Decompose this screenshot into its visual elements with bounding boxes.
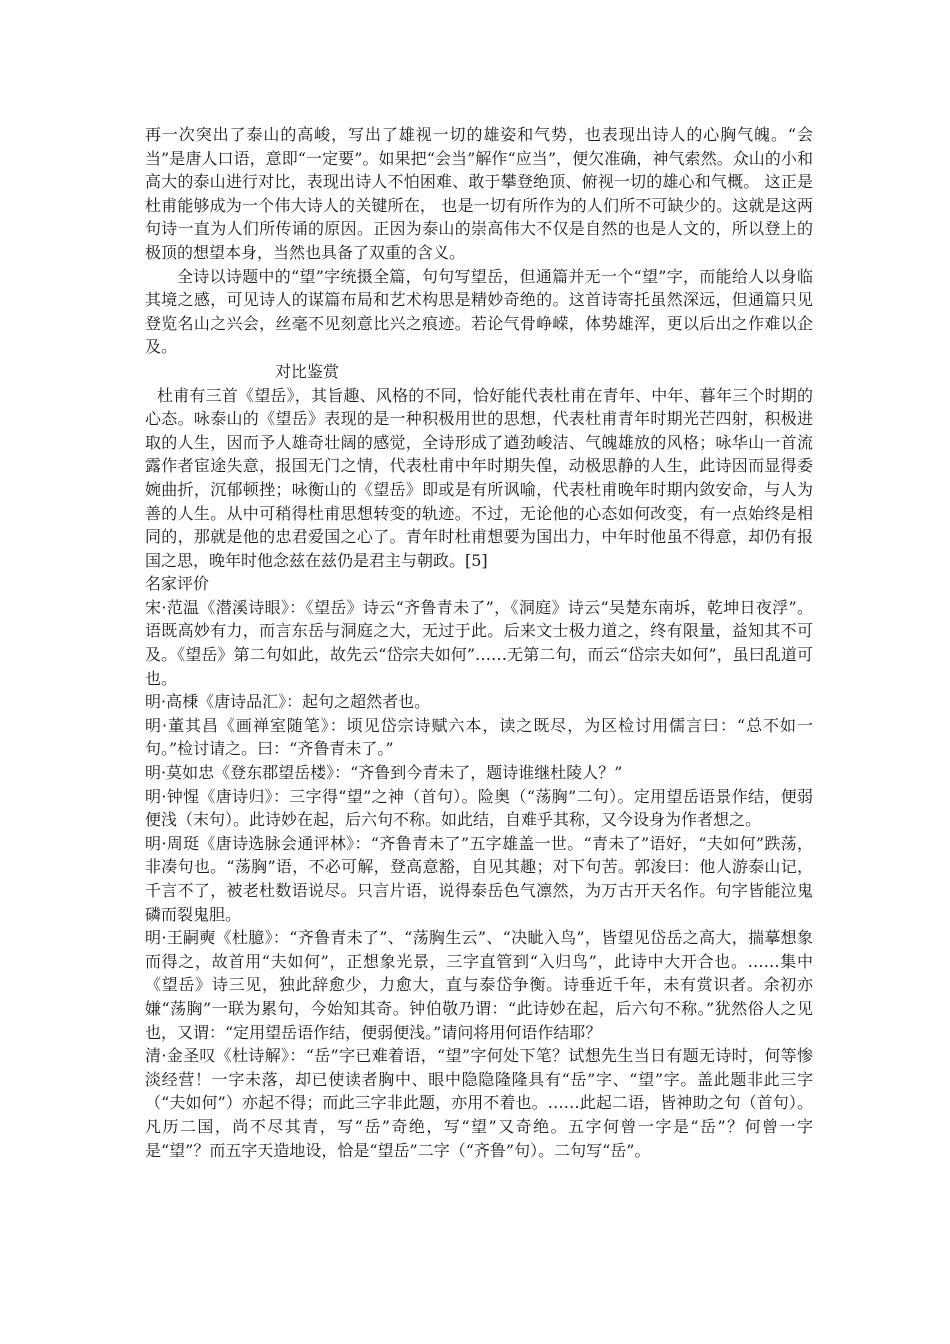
paragraph-overall-comment: 全诗以诗题中的“望”字统摄全篇，句句写望岳，但通篇并无一个“望”字，而能给人以身临其境之感，可见诗人的谋篇布局和艺术构思是精妙奇绝的。这首诗寄托虽然深远，但通篇只见登览名山之兴会，丝毫不见刻意比兴之痕迹。若论气骨峥嵘，体势雄浑，更以后出之作难以企及。 [145, 266, 813, 357]
paragraph-taishan-analysis: 再一次突出了泰山的高峻，写出了雄视一切的雄姿和气势，也表现出诗人的心胸气魄。“会当”是唐人口语，意即“一定要”。如果把“会当”解作“应当”，便欠准确，神气索然。众山的小和高大的泰山进行对比，表现出诗人不怕困难、敢于攀登绝顶、俯视一切的雄心和气概。 这正是杜甫能够成为一个伟大诗人的关键所在， 也是一切有所作为的人们所不可缺少的。这就是这两句诗一直为人们所传诵的原因。正因为泰山的崇高伟大不仅是自然的也是人文的，所以登上的极顶的想望本身，当然也具备了双重的含义。 [145, 125, 813, 262]
paragraph-comparison: 杜甫有三首《望岳》，其旨趣、风格的不同，恰好能代表杜甫在青年、中年、暮年三个时期的心态。咏泰山的《望岳》表现的是一种积极用世的思想，代表杜甫青年时期光芒四射，积极进取的人生，因而予人雄奇壮阔的感觉，全诗形成了遒劲峻洁、气魄雄放的风格；咏华山一首流露作者宦途失意，报国无门之情，代表杜甫中年时期失偟，动极思静的人生，此诗因而显得委婉曲折，沉郁顿挫；咏衡山的《望岳》即或是有所讽喻，代表杜甫晚年时期内敛安命，与人为善的人生。从中可稍得杜甫思想转变的轨迹。不过，无论他的心态如何改变，有一点始终是相同的，那就是他的忠君爱国之心了。青年时杜甫想要为国出力，中年时他虽不得意，却仍有报国之思，晚年时他念兹在兹仍是君主与朝政。[5] [145, 385, 813, 570]
review-gao-bing: 明·高棅《唐诗品汇》：起句之超然者也。 [145, 692, 431, 712]
review-wang-sishi: 明·王嗣奭《杜臆》：“齐鲁青未了”、“荡胸生云”、“决眦入鸟”，皆望见岱岳之高大，揣摹想象而得之，故首用“夫如何”，正想象光景，三字直管到“入归鸟”，此诗中大开合也。……集中《望岳》诗三见，独此辞愈少，力愈大，直与泰岱争衡。诗垂近千年，未有赏识者。余初亦嫌“荡胸”一联为累句，今始知其奇。钟伯敬乃谓：“此诗妙在起，后六句不称。”犹然俗人之见也，又谓：“定用望岳语作结，便弱便浅。”请问将用何语作结耶？ [145, 928, 813, 1042]
review-mo-ruzhong: 明·莫如忠《登东郡望岳楼》：“齐鲁到今青未了，题诗谁继杜陵人？” [145, 763, 623, 783]
text-column [145, 123, 813, 1162]
section-heading-reviews: 名家评价 [145, 574, 210, 594]
review-jin-shengtan: 清·金圣叹《杜诗解》：“岳”字已难着语，“望”字何处下笔？试想先生当日有题无诗时，何等惨淡经营！一字未落，却已使读者胸中、眼中隐隐隆隆具有“岳”字、“望”字。盖此题非此三字（“夫如何”）亦起不得；而此三字非此题，亦用不着也。……此起二语，皆神助之句（首句）。凡历二国，尚不尽其青，写“岳”奇绝，写“望”又奇绝。五字何曾一字是“岳”？何曾一字是“望”？而五字天造地设，恰是“望岳”二字（“齐鲁”句）。二句写“岳”。 [145, 1046, 813, 1160]
section-heading-comparison: 对比鉴赏 [275, 361, 340, 381]
review-fan-wen: 宋·范温《潜溪诗眼》：《望岳》诗云“齐鲁青未了”，《洞庭》诗云“吴楚东南坼，乾坤日夜浮”。语既高妙有力，而言东岳与洞庭之大，无过于此。后来文士极力道之，终有限量，益知其不可及。《望岳》第二句如此，故先云“岱宗夫如何”……无第二句，而云“岱宗夫如何”，虽曰乱道可也。 [145, 597, 813, 688]
review-dong-qichang: 明·董其昌《画禅室随笔》：顷见岱宗诗赋六本，读之既尽，为区检讨用儒言曰：“总不如一句。”检讨请之。曰：“齐鲁青未了。” [145, 715, 813, 759]
review-zhou-ting: 明·周珽《唐诗选脉会通评林》：“齐鲁青未了”五字雄盖一世。“青未了”语好，“夫如何”跌荡，非凑句也。“荡胸”语，不必可解，登高意豁，自见其趣；对下句苦。郭浚曰：他人游泰山记，千言不了，被老杜数语说尽。只言片语，说得泰岳色气凛然，为万古开天名作。句字皆能泣鬼磷而裂鬼胆。 [145, 833, 813, 924]
review-zhong-xing: 明·钟惺《唐诗归》：三字得“望”之神（首句）。险奥（“荡胸”二句）。定用望岳语景作结，便弱便浅（末句）。此诗妙在起，后六句不称。如此结，自难乎其称，又今设身为作者想之。 [145, 786, 813, 830]
